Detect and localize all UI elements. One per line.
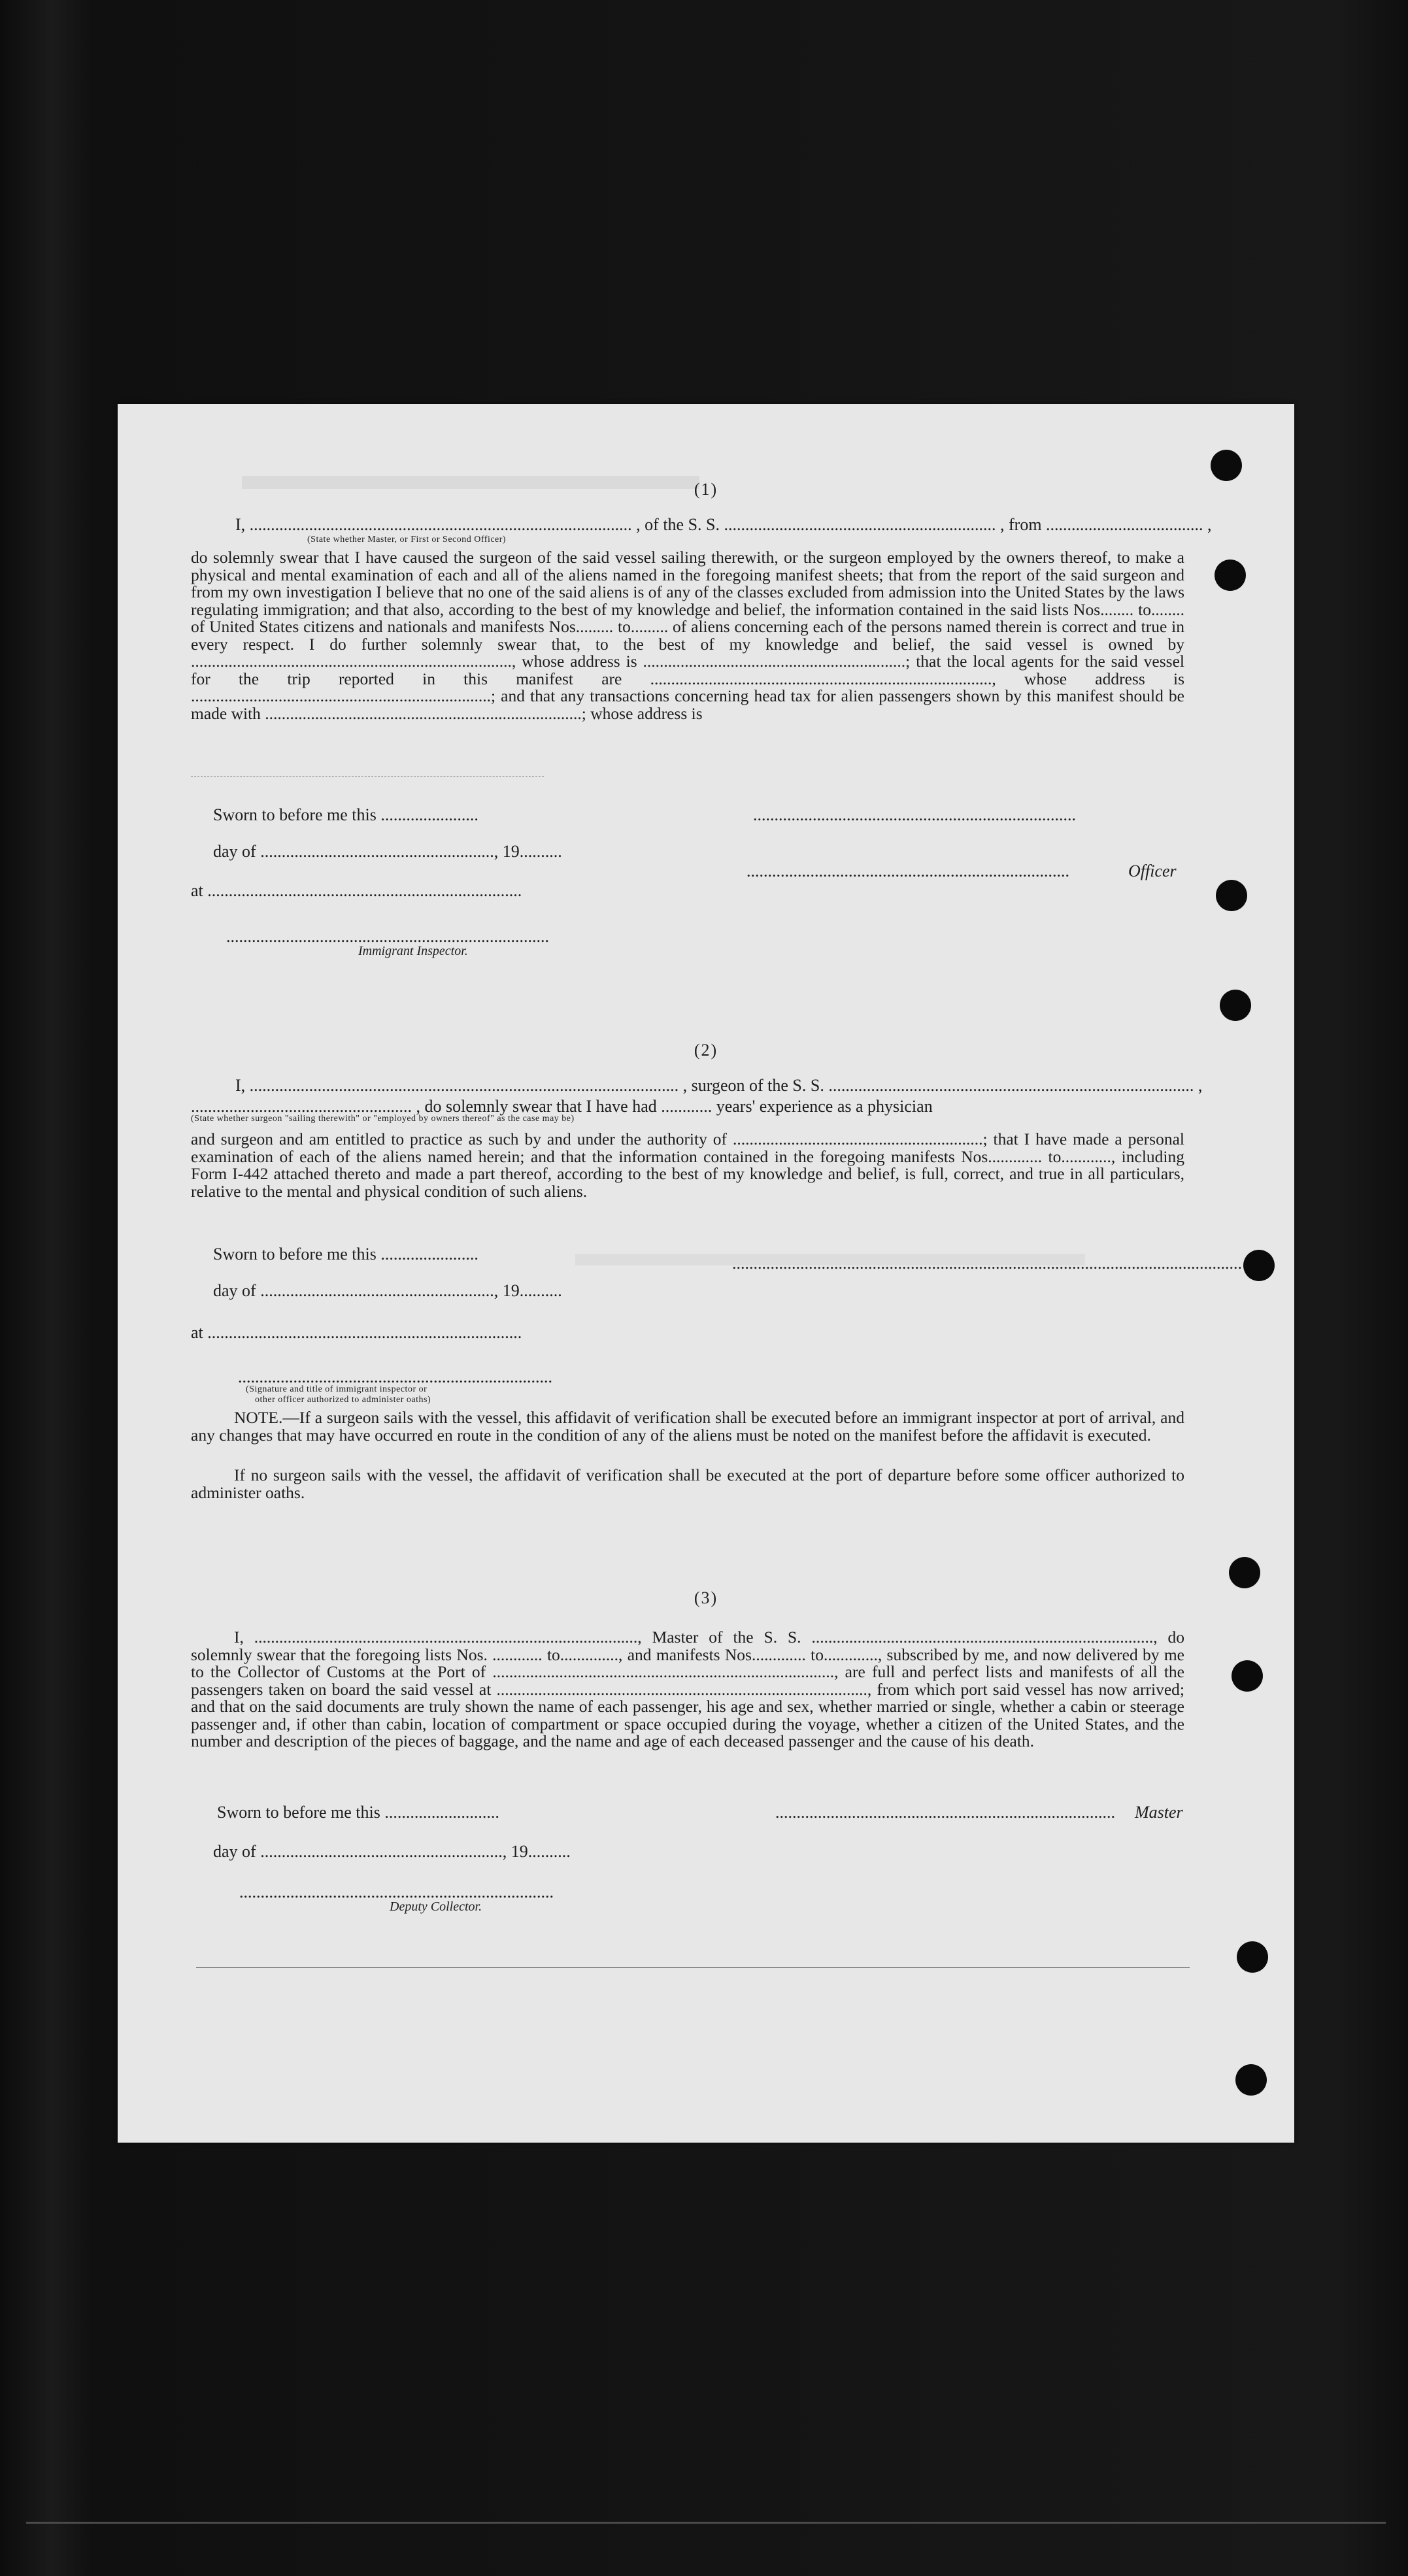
section-1-inspector-label: Immigrant Inspector. <box>358 944 468 958</box>
section-1-officer-signature-line: ............................................................................ <box>753 805 1076 824</box>
section-3-number: (3) <box>694 1588 718 1607</box>
section-2-number: (2) <box>694 1041 718 1060</box>
section-2-note: NOTE.—If a surgeon sails with the vessel, this affidavit of verification shall be executed before an immigrant inspector at port of arrival, and any changes that may have occurred en route in the condition of any of the aliens must be noted on the manifest before the affidavit is executed. <box>191 1408 1184 1445</box>
section-1-opening-line: I, .......................................................................................... , of the S. S. ................................................................ , from ..................................... , <box>235 515 1212 534</box>
section-2-note-no-surgeon: If no surgeon sails with the vessel, the affidavit of verification shall be executed at the port of departure before some officer authorized to administer oaths. <box>191 1465 1184 1502</box>
section-3-collector-line: .......................................................................... <box>239 1882 554 1901</box>
section-2-surgeon-signature-line: ........................................................................................................................ <box>732 1254 1242 1273</box>
punch-hole-icon <box>1229 1557 1260 1588</box>
punch-hole-icon <box>1243 1250 1275 1281</box>
section-2-body: and surgeon and am entitled to practice as such by and under the authority of ............................................................; that I have made a personal examination of each of the aliens named herein; and that the information contained in the foregoing manifests Nos............. to............, including Form I-442 attached thereto and made a part thereof, according to the best of my knowledge and belief, is full, correct, and true in all particulars, relative to the mental and physical condition of such aliens. <box>191 1129 1184 1201</box>
section-2-inspector-hint-2: other officer authorized to administer oaths) <box>255 1395 431 1405</box>
punch-hole-icon <box>1215 560 1246 591</box>
section-2-opening-line: I, ..................................................................................................... , surgeon of the S. S. ...................................................................................... , <box>235 1076 1203 1095</box>
section-3-day: day of ........................................................., 19.......... <box>213 1842 571 1861</box>
section-1-sworn: Sworn to before me this ....................... <box>213 805 478 824</box>
section-1-body: do solemnly swear that I have caused the surgeon of the said vessel sailing therewith, or the surgeon employed by the owners thereof, to make a physical and mental examination of each and all of the aliens named in the foregoing manifest sheets; that from the report of the said surgeon and from my own investigation I believe that no one of the said aliens is of any of the classes excluded from admission into the United States by the laws regulating immigration; and that also, according to the best of my knowledge and belief, the information contained in the said lists Nos........ to........ of United States citizens and nationals and manifests Nos......... to......... of aliens concerning each of the persons named therein is correct and true in every respect. I do further solemnly swear that, to the best of my knowledge and belief, the said vessel is owned by ............................................................................., whose address is ...............................................................; that the local agents for the said vessel for the trip reported in this manifest are .................................................................................., whose address is ........................................................................; and that any transactions concerning head tax for alien passengers shown by this manifest should be made with ............................................................................; whose address is <box>191 548 1184 723</box>
section-2-at: at .......................................................................... <box>191 1323 522 1342</box>
section-1-inspector-line: ............................................................................ <box>226 927 549 946</box>
section-1-opening-hint: (State whether Master, or First or Second Officer) <box>307 535 507 544</box>
section-3-master-label: Master <box>1135 1803 1183 1822</box>
punch-hole-icon <box>1232 1660 1263 1692</box>
section-2-experience-hint: (State whether surgeon "sailing therewith" or "employed by owners thereof" as the case may be) <box>191 1114 575 1124</box>
section-2-inspector-hint-1: (Signature and title of immigrant inspector or <box>246 1384 427 1394</box>
section-1-officer-label: Officer <box>1128 861 1177 880</box>
section-2-sworn: Sworn to before me this ....................... <box>213 1245 478 1263</box>
section-3-body: I, ............................................................................................, Master of the S. S. .................................................................................., do solemnly swear that the foregoing lists Nos. ............ to.............., and manifests Nos............. to............., subscribed by me, and now delivered by me to the Collector of Customs at the Port of .................................................................................., are full and perfect lists and manifests of all the passengers taken on board the said vessel at ........................................................................................., from which port said vessel has now arrived; and that on the said documents are truly shown the name of each passenger, his age and sex, whether married or single, whether a cabin or steerage passenger and, if other than cabin, location of compartment or space occupied during the voyage, whether a citizen of the United States, and the number and description of the pieces of baggage, and the name and age of each deceased passenger and the cause of his death. <box>191 1628 1184 1750</box>
manifest-verification-page <box>118 404 1294 2143</box>
punch-hole-icon <box>1211 450 1242 481</box>
bottom-rule <box>196 1967 1190 1968</box>
section-1-number: (1) <box>694 480 718 499</box>
section-3-sworn: Sworn to before me this ........................... <box>217 1803 499 1822</box>
section-2-experience-line: .................................................... , do solemnly swear that I have had ............ years' experience as a physician <box>191 1097 933 1116</box>
punch-hole-icon <box>1235 2064 1267 2096</box>
section-2-inspector-line: .......................................................................... <box>238 1367 552 1386</box>
section-1-day: day of ......................................................., 19.......... <box>213 842 562 861</box>
section-3-master-signature-line: ................................................................................ <box>775 1803 1115 1822</box>
section-1-officer-line-2: ............................................................................ <box>746 861 1069 880</box>
punch-hole-icon <box>1220 990 1251 1021</box>
section-2-day: day of ......................................................., 19.......... <box>213 1281 562 1300</box>
punch-hole-icon <box>1216 880 1247 911</box>
scan-edge-line <box>26 2522 1386 2524</box>
section-3-collector-label: Deputy Collector. <box>390 1899 482 1914</box>
section-1-at: at .......................................................................... <box>191 881 522 900</box>
punch-hole-icon <box>1237 1941 1268 1973</box>
